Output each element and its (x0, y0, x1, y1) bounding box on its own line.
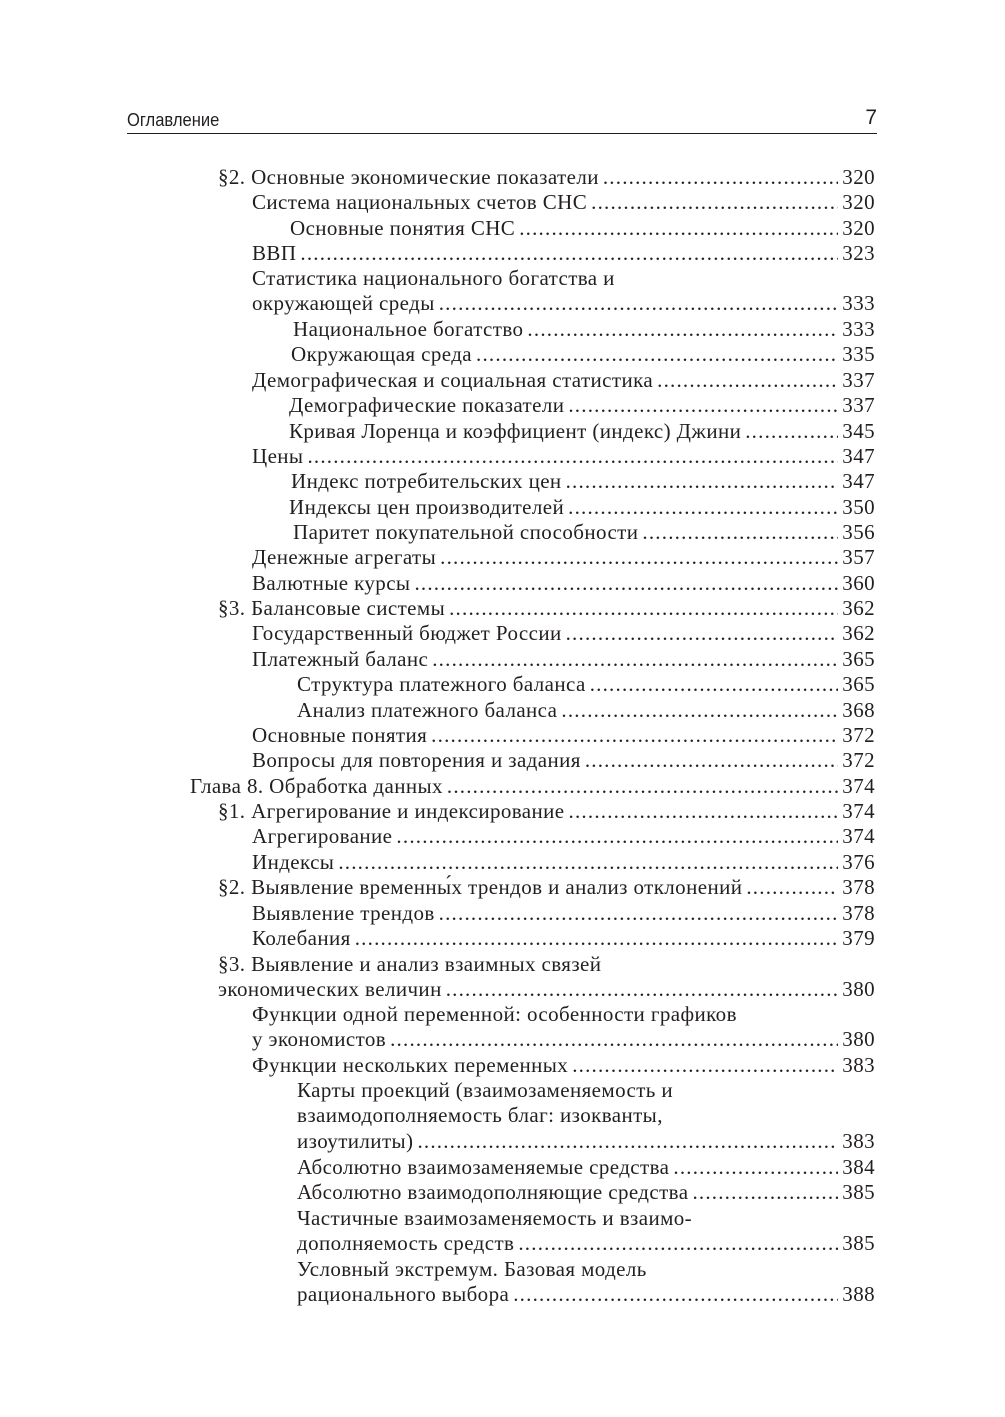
toc-entry-page-number: 320 (842, 216, 875, 240)
toc-entry-title: Индекс потребительских цен (291, 469, 562, 493)
toc-entry-page-number: 384 (842, 1155, 875, 1179)
toc-entry (290, 216, 875, 241)
toc-entry (297, 1257, 875, 1308)
toc-line (297, 698, 875, 724)
toc-line (252, 748, 875, 774)
toc-line (290, 216, 875, 242)
toc-entry-title: у экономистов (252, 1027, 387, 1052)
toc-line (252, 571, 875, 597)
toc-line (252, 545, 875, 571)
toc-entry-title: Паритет покупательной способности (293, 520, 639, 544)
toc-entry-title: Национальное богатство (293, 317, 524, 341)
toc-entry-title: дополняемость средств (297, 1231, 515, 1256)
toc-entry (218, 596, 875, 621)
dot-leader (439, 901, 839, 926)
toc-line (297, 672, 875, 698)
dot-leader (590, 672, 839, 697)
toc-entry-title: Валютные курсы (252, 571, 411, 595)
toc-line (291, 469, 875, 495)
toc-line (218, 875, 875, 901)
dot-leader (518, 1231, 838, 1256)
toc-entry-title: Основные понятия (252, 723, 428, 747)
toc-entry-title: Колебания (252, 926, 351, 950)
toc-entry-title: §1. Агрегирование и индексирование (218, 799, 565, 823)
toc-entry (293, 317, 875, 342)
toc-line (218, 799, 875, 825)
toc-entry-page-number: 350 (842, 495, 875, 519)
dot-leader (476, 342, 838, 367)
dot-leader (440, 545, 838, 570)
toc-entry-page-number: 380 (842, 1027, 875, 1052)
toc-entry-title: Агрегирование (252, 824, 393, 848)
toc-line (218, 596, 875, 622)
toc-entry-title: Индексы (252, 850, 335, 874)
toc-entry-title: изоутилиты) (297, 1128, 414, 1153)
toc-entry (218, 799, 875, 824)
toc-entry-title: Функции одной переменной: особенности графиков (252, 1002, 737, 1026)
toc-entry (218, 952, 875, 1003)
toc-line (252, 850, 875, 876)
toc-entry (252, 824, 875, 849)
toc-entry-title: Демографическая и социальная статистика (252, 368, 654, 392)
dot-leader (746, 875, 838, 900)
toc-entry (297, 1078, 875, 1154)
toc-entry-page-number: 357 (842, 545, 875, 569)
toc-line (297, 1180, 875, 1206)
toc-line (252, 1053, 875, 1079)
toc-entry-title: Абсолютно взаимодополняющие средства (297, 1180, 689, 1204)
dot-leader (431, 723, 838, 748)
toc-line (289, 419, 875, 445)
toc-entry-title: §3. Балансовые системы (218, 596, 446, 620)
toc-entry-title: Вопросы для повторения и задания (252, 748, 581, 772)
dot-leader (447, 774, 838, 799)
dot-leader (569, 799, 839, 824)
toc-entry-page-number: 383 (842, 1053, 875, 1077)
toc-line (252, 723, 875, 749)
dot-leader (561, 698, 838, 723)
toc-entry-page-number: 378 (842, 875, 875, 899)
toc-entry-page-number: 333 (842, 317, 875, 341)
toc-entry-page-number: 360 (842, 571, 875, 595)
toc-entry-page-number: 320 (842, 190, 875, 214)
toc-entry (297, 1206, 875, 1257)
dot-leader (527, 317, 838, 342)
toc-entry (252, 1002, 875, 1053)
toc-entry-page-number: 365 (842, 672, 875, 696)
toc-entry-page-number: 368 (842, 698, 875, 722)
toc-entry (293, 520, 875, 545)
toc-entry-title: экономических величин (218, 977, 442, 1002)
toc-entry (297, 1155, 875, 1180)
toc-entry (252, 241, 875, 266)
toc-entry-title: Структура платежного баланса (297, 672, 586, 696)
dot-leader (390, 1027, 838, 1052)
toc-entry-title: взаимодополняемость благ: изокванты, (297, 1103, 663, 1128)
toc-line (218, 977, 875, 1003)
dot-leader (568, 393, 838, 418)
toc-entry (252, 368, 875, 393)
toc-entry-title: ВВП (252, 241, 297, 265)
dot-leader (414, 571, 838, 596)
toc-entry-page-number: 374 (842, 799, 875, 823)
toc-line (252, 241, 875, 267)
toc-entry (297, 1180, 875, 1205)
toc-entry-page-number: 379 (842, 926, 875, 950)
toc-line (252, 368, 875, 394)
toc-entry-page-number: 365 (842, 647, 875, 671)
toc-entry (289, 419, 875, 444)
dot-leader (449, 596, 838, 621)
toc-entry (252, 1053, 875, 1078)
toc-entry-page-number: 374 (842, 824, 875, 848)
toc-entry (252, 850, 875, 875)
toc-entry-page-number: 345 (842, 419, 875, 443)
dot-leader (446, 977, 839, 1002)
toc-entry-title: Кривая Лоренца и коэффициент (индекс) Джини (289, 419, 742, 443)
toc-entry-page-number: 388 (842, 1282, 875, 1307)
toc-entry (252, 723, 875, 748)
dot-leader (566, 621, 839, 646)
toc-entry-page-number: 333 (842, 291, 875, 316)
toc-line (297, 1257, 875, 1283)
toc-line (291, 342, 875, 368)
toc-entry-title: Демографические показатели (289, 393, 565, 417)
toc-line (289, 393, 875, 419)
toc-entry-title: Индексы цен производителей (289, 495, 565, 519)
dot-leader (513, 1282, 838, 1307)
dot-leader (692, 1180, 838, 1205)
toc-entry-title: Система национальных счетов СНС (252, 190, 588, 214)
toc-line (252, 901, 875, 927)
toc-entry-page-number: 374 (842, 774, 875, 798)
dot-leader (591, 190, 838, 215)
toc-entry-title: Цены (252, 444, 304, 468)
toc-entry (190, 774, 875, 799)
toc-line (289, 495, 875, 521)
toc-line (293, 520, 875, 546)
toc-entry-title: Выявление трендов (252, 901, 435, 925)
toc-line (297, 1282, 875, 1308)
toc-entry-title: §2. Основные экономические показатели (218, 165, 599, 189)
toc-entry (252, 901, 875, 926)
toc-entry (252, 621, 875, 646)
toc-entry-page-number: 356 (842, 520, 875, 544)
dot-leader (568, 495, 838, 520)
toc-line (297, 1155, 875, 1181)
toc-entry-title: Условный экстремум. Базовая модель (297, 1257, 647, 1281)
toc-entry-page-number: 347 (842, 444, 875, 468)
toc-line (293, 317, 875, 343)
toc-entry-title: Основные понятия СНС (290, 216, 516, 240)
toc-line (297, 1129, 875, 1155)
toc-entry-title: Статистика национального богатства и (252, 266, 615, 290)
toc-entry-title: Карты проекций (взаимозаменяемость и (297, 1078, 674, 1102)
dot-leader (603, 165, 838, 190)
toc-line (252, 1027, 875, 1053)
toc-line (252, 824, 875, 850)
toc-entry-page-number: 380 (842, 977, 875, 1002)
toc-line (252, 1002, 875, 1028)
toc-line (297, 1103, 875, 1129)
dot-leader (585, 748, 838, 773)
running-header-title: Оглавление (127, 110, 220, 130)
toc-entry-page-number: 323 (842, 241, 875, 265)
dot-leader (572, 1053, 838, 1078)
toc-line (252, 444, 875, 470)
toc-entry-title: Частичные взаимозаменяемость и взаимо- (297, 1206, 693, 1230)
toc-line (252, 190, 875, 216)
toc-entry (252, 444, 875, 469)
toc-entry-page-number: 362 (842, 596, 875, 620)
toc-entry (291, 469, 875, 494)
toc-entry-title: Абсолютно взаимозаменяемые средства (297, 1155, 670, 1179)
toc-entry (252, 571, 875, 596)
toc-entry-page-number: 335 (842, 342, 875, 366)
dot-leader (566, 469, 839, 494)
toc-entry-page-number: 376 (842, 850, 875, 874)
toc-entry (289, 495, 875, 520)
toc-line (252, 291, 875, 317)
dot-leader (417, 1129, 838, 1154)
toc-entry-page-number: 337 (842, 393, 875, 417)
toc-entry-title: Платежный баланс (252, 647, 429, 671)
toc-entry-title: Государственный бюджет России (252, 621, 562, 645)
toc-entry-page-number: 372 (842, 723, 875, 747)
toc-line (252, 926, 875, 952)
toc-entry (252, 926, 875, 951)
dot-leader (300, 241, 838, 266)
dot-leader (338, 850, 838, 875)
toc-line (297, 1206, 875, 1232)
toc-entry-page-number: 385 (842, 1180, 875, 1204)
toc-entry-page-number: 320 (842, 165, 875, 189)
toc-entry (289, 393, 875, 418)
toc-line (218, 952, 875, 978)
dot-leader (745, 419, 838, 444)
toc-entry-title: Окружающая среда (291, 342, 473, 366)
toc-entry-page-number: 362 (842, 621, 875, 645)
toc-entry-page-number: 347 (842, 469, 875, 493)
toc-entry-title: §2. Выявление временны́х трендов и анализ отклонений (218, 875, 743, 899)
dot-leader (657, 368, 838, 393)
toc-line (297, 1231, 875, 1257)
toc-line (252, 621, 875, 647)
toc-entry (252, 190, 875, 215)
dot-leader (439, 291, 839, 316)
toc-entry-page-number: 372 (842, 748, 875, 772)
toc-entry-page-number: 385 (842, 1231, 875, 1256)
dot-leader (355, 926, 839, 951)
dot-leader (307, 444, 838, 469)
dot-leader (432, 647, 838, 672)
toc-entry (297, 698, 875, 723)
toc-entry (252, 545, 875, 570)
toc-line (252, 647, 875, 673)
toc-entry-page-number: 383 (842, 1128, 875, 1153)
toc-line (297, 1078, 875, 1104)
running-header-page-number: 7 (865, 106, 877, 129)
toc-entry-title: Глава 8. Обработка данных (190, 774, 443, 798)
toc-entry (218, 165, 875, 190)
toc-entry-title: Функции нескольких переменных (252, 1053, 569, 1077)
dot-leader (396, 824, 838, 849)
toc-entry (297, 672, 875, 697)
toc-line (252, 266, 875, 292)
toc-entry (291, 342, 875, 367)
toc-line (218, 165, 875, 191)
toc-entry-title: §3. Выявление и анализ взаимных связей (218, 952, 602, 976)
toc-entry (252, 748, 875, 773)
toc-entry-title: Денежные агрегаты (252, 545, 437, 569)
toc-entry (252, 266, 875, 317)
toc-entry (218, 875, 875, 900)
toc-entry-page-number: 337 (842, 368, 875, 392)
dot-leader (673, 1155, 838, 1180)
toc-entry-title: рационального выбора (297, 1282, 510, 1307)
toc-line (190, 774, 875, 800)
toc-entry-title: Анализ платежного баланса (297, 698, 558, 722)
toc-entry-page-number: 378 (842, 901, 875, 925)
dot-leader (642, 520, 838, 545)
toc-entry (252, 647, 875, 672)
dot-leader (519, 216, 838, 241)
toc-entry-title: окружающей среды (252, 291, 435, 316)
